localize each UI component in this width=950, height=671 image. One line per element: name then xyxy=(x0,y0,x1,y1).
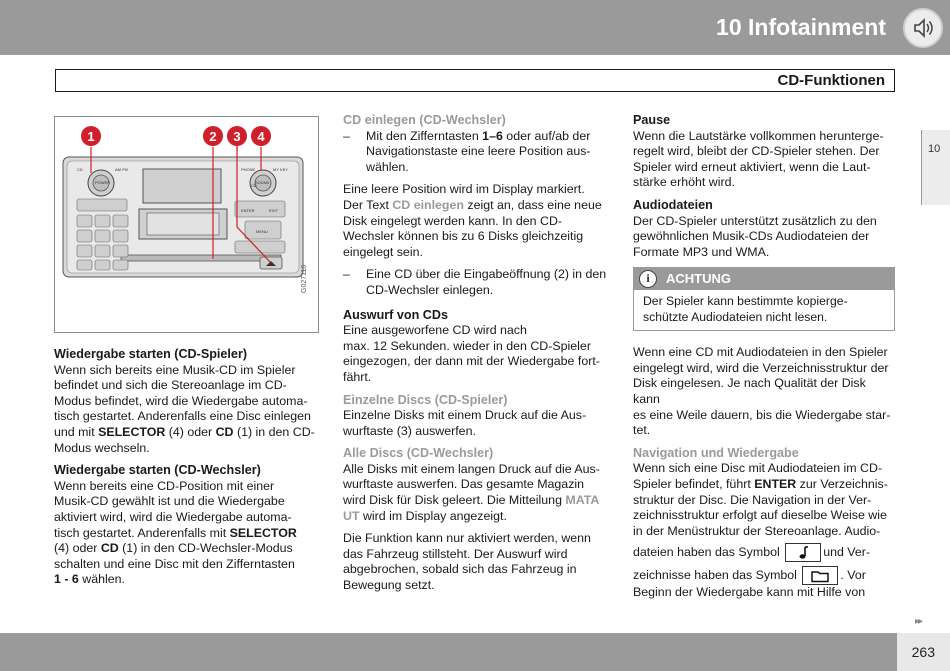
paragraph-navigation: Wenn sich eine Disc mit Audiodateien im CD- Spieler befindet, führt ENTER zur Verzeichnis- struktur der Disc. Die Navigation in der Ver- zeichnisstruktur erfolgt auf dieselbe Weise wie in der Menüstruktur der Stereoanlage. Audio- dateien haben das Symbol und Ver- zeichnisse haben das Symbol . Vor Beginn der Wiedergabe kann mit Hilfe von xyxy=(633,461,888,600)
svg-text:ENTER: ENTER xyxy=(241,208,255,213)
notice-title: ACHTUNG xyxy=(666,271,731,287)
paragraph-audio-files: Der CD-Spieler unterstützt zusätzlich zu den gewöhnlichen Musik-CDs Audiodateien der Formate MP3 und WMA. xyxy=(633,213,877,259)
figure-code: G027116 xyxy=(301,264,308,293)
page-number: 263 xyxy=(911,644,935,660)
callout-1-label: 1 xyxy=(87,129,95,144)
svg-text:MENU: MENU xyxy=(256,229,268,234)
folder-icon xyxy=(802,566,838,585)
svg-text:SOUND: SOUND xyxy=(255,180,270,185)
paragraph-play-cd-changer: Wenn bereits eine CD-Position mit einer Musik-CD gewählt ist und die Wiedergabe aktiviert wird, wird die Wiedergabe automa- tisch gestartet. Anderenfalls mit SELECTOR (4) oder CD (1) in den CD-Wechsler-Modus schalten und eine Disc mit den Zifferntasten 1 - 6 wählen. xyxy=(54,478,297,587)
paragraph-eject: Eine ausgeworfene CD wird nach max. 12 Sekunden. wieder in den CD-Spieler eingezogen, der dann mit der Wiedergabe fort- fährt. xyxy=(343,323,600,384)
paragraph-empty-position: Eine leere Position wird im Display markiert. Der Text CD einlegen zeigt an, dass eine neue Disk eingelegt werden kann. In den CD- Wechsler können bis zu 6 Disks gleichzeitig eingelegt sein. xyxy=(343,182,602,259)
section-title: CD-Funktionen xyxy=(777,72,885,89)
paragraph-play-cd-player: Wenn sich bereits eine Musik-CD im Spieler befindet und sich die Stereoanlage im CD- Modus befindet, wird die Wiedergabe automa- tisch gestartet. Anderenfalls eine Disc einlegen und mit SELECTOR (4) oder CD (1) in den CD- Modus wechseln. xyxy=(54,362,315,455)
heading-eject: Auswurf von CDs xyxy=(343,307,448,322)
footer-bar xyxy=(0,633,950,671)
heading-insert-cd: CD einlegen (CD-Wechsler) xyxy=(343,113,506,127)
svg-text:AM FM: AM FM xyxy=(115,167,128,172)
chapter-tab[interactable] xyxy=(921,130,950,205)
stereo-panel-illustration xyxy=(55,117,318,332)
callout-4-label: 4 xyxy=(257,129,265,144)
section-header xyxy=(55,69,895,92)
notice-body: Der Spieler kann bestimmte kopierge- schützte Audiodateien nicht lesen. xyxy=(643,294,848,324)
heading-single-discs: Einzelne Discs (CD-Spieler) xyxy=(343,392,508,407)
chapter-tab-label: 10 xyxy=(928,143,941,155)
callout-2-label: 2 xyxy=(209,129,217,144)
heading-play-cd-player: Wiedergabe starten (CD-Spieler) xyxy=(54,347,248,361)
heading-all-discs: Alle Discs (CD-Wechsler) xyxy=(343,446,494,461)
stereo-panel-figure xyxy=(54,116,319,333)
paragraph-eject-conditions: Die Funktion kann nur aktiviert werden, wenn das Fahrzeug stillsteht. Der Auswurf wird abgebrochen, sobald sich das Fahrzeug in Bewegung setzt. xyxy=(343,531,591,593)
svg-text:CD: CD xyxy=(251,183,257,188)
svg-text:POWER: POWER xyxy=(95,180,111,185)
svg-text:EXIT: EXIT xyxy=(269,208,278,213)
svg-text:CD: CD xyxy=(77,167,83,172)
heading-play-cd-changer: Wiedergabe starten (CD-Wechsler) xyxy=(54,463,261,478)
paragraph-all-discs: Alle Disks mit einem langen Druck auf die Aus- wurftaste auswerfen. Das gesamte Magazin wird Disk für Disk geleert. Die Mitteilung MATA UT wird im Display angezeigt. xyxy=(343,461,600,523)
page-number-box xyxy=(897,633,950,671)
heading-audio-files: Audiodateien xyxy=(633,197,713,212)
speaker-icon xyxy=(903,8,943,48)
callout-3-label: 3 xyxy=(233,129,241,144)
audio-file-icon xyxy=(785,543,821,562)
svg-text:MY KEY: MY KEY xyxy=(273,167,289,172)
step-select-position: – Mit den Zifferntasten 1–6 oder auf/ab der Navigationstaste eine leere Position aus- wählen. xyxy=(343,129,608,176)
info-icon: i xyxy=(639,270,657,288)
right-column xyxy=(633,113,895,601)
left-column xyxy=(54,347,319,595)
heading-pause: Pause xyxy=(633,113,671,127)
step-insert-cd: – Eine CD über die Eingabeöffnung (2) in den CD-Wechsler einlegen. xyxy=(343,267,608,298)
svg-text:PHONE: PHONE xyxy=(241,167,256,172)
paragraph-pause: Wenn die Lautstärke vollkommen herunterge- regelt wird, bleibt der CD-Spieler stehen. Der Spieler wird erneut aktiviert, wenn die Laut- stärke erhöht wird. xyxy=(633,128,884,190)
next-page-indicator: ▸▸ xyxy=(915,616,922,627)
paragraph-single-discs: Einzelne Disks mit einem Druck auf die Aus- wurftaste (3) auswerfen. xyxy=(343,408,587,438)
middle-column xyxy=(343,113,608,601)
paragraph-directory-read: Wenn eine CD mit Audiodateien in den Spieler eingelegt wird, wird die Verzeichnisstruktur der Disk eingelesen. Je nach Qualität der Disk kann es eine Weile dauern, bis die Wiedergabe star- tet. xyxy=(633,345,891,438)
heading-navigation: Navigation und Wiedergabe xyxy=(633,445,799,460)
notice-header xyxy=(634,268,894,290)
figure-callouts xyxy=(81,126,271,146)
notice-box xyxy=(633,267,895,331)
chapter-title: 10 Infotainment xyxy=(716,14,886,40)
